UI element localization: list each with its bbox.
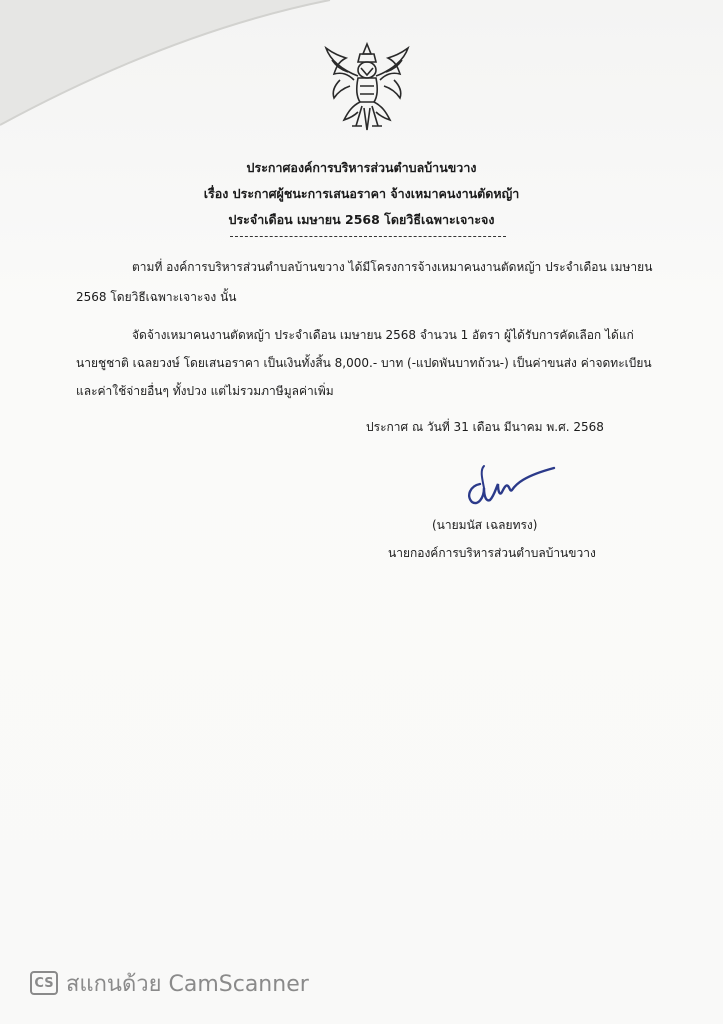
signer-name: (นายมนัส เฉลยทรง) (432, 518, 538, 532)
paragraph-2-line-3: และค่าใช้จ่ายอื่นๆ ทั้งปวง แต่ไม่รวมภาษีมูลค่าเพิ่ม (76, 384, 334, 398)
paragraph-1-line-2: 2568 โดยวิธีเฉพาะเจาะจง นั้น (76, 290, 237, 304)
signer-position: นายกองค์การบริหารส่วนตำบลบ้านขวาง (388, 546, 596, 560)
announcement-period: ประจำเดือน เมษายน 2568 โดยวิธีเฉพาะเจาะจง (228, 212, 495, 227)
dashed-divider (230, 236, 506, 237)
handwritten-signature (458, 462, 558, 510)
paragraph-1-line-1: ตามที่ องค์การบริหารส่วนตำบลบ้านขวาง ได้มีโครงการจ้างเหมาคนงานตัดหญ้า ประจำเดือน เมษายน (132, 260, 653, 274)
paragraph-2-line-1: จัดจ้างเหมาคนงานตัดหญ้า ประจำเดือน เมษายน 2568 จำนวน 1 อัตรา ผู้ได้รับการคัดเลือก ได้แก่ (132, 328, 634, 342)
paragraph-2-line-2: นายชูชาติ เฉลยวงษ์ โดยเสนอราคา เป็นเงินทั้งสิ้น 8,000.- บาท (-แปดพันบาทถ้วน-) เป็นค่าขนส่ง ค่าจดทะเบียน (76, 356, 652, 370)
camscanner-logo-icon: CS (30, 971, 58, 995)
camscanner-watermark (30, 968, 309, 998)
announcement-title: ประกาศองค์การบริหารส่วนตำบลบ้านขวาง (246, 160, 477, 175)
garuda-emblem-icon (322, 40, 412, 132)
watermark-text: สแกนด้วย CamScanner (66, 971, 309, 997)
announcement-subject: เรื่อง ประกาศผู้ชนะการเสนอราคา จ้างเหมาคนงานตัดหญ้า (203, 186, 520, 201)
announcement-date: ประกาศ ณ วันที่ 31 เดือน มีนาคม พ.ศ. 2568 (366, 420, 604, 434)
